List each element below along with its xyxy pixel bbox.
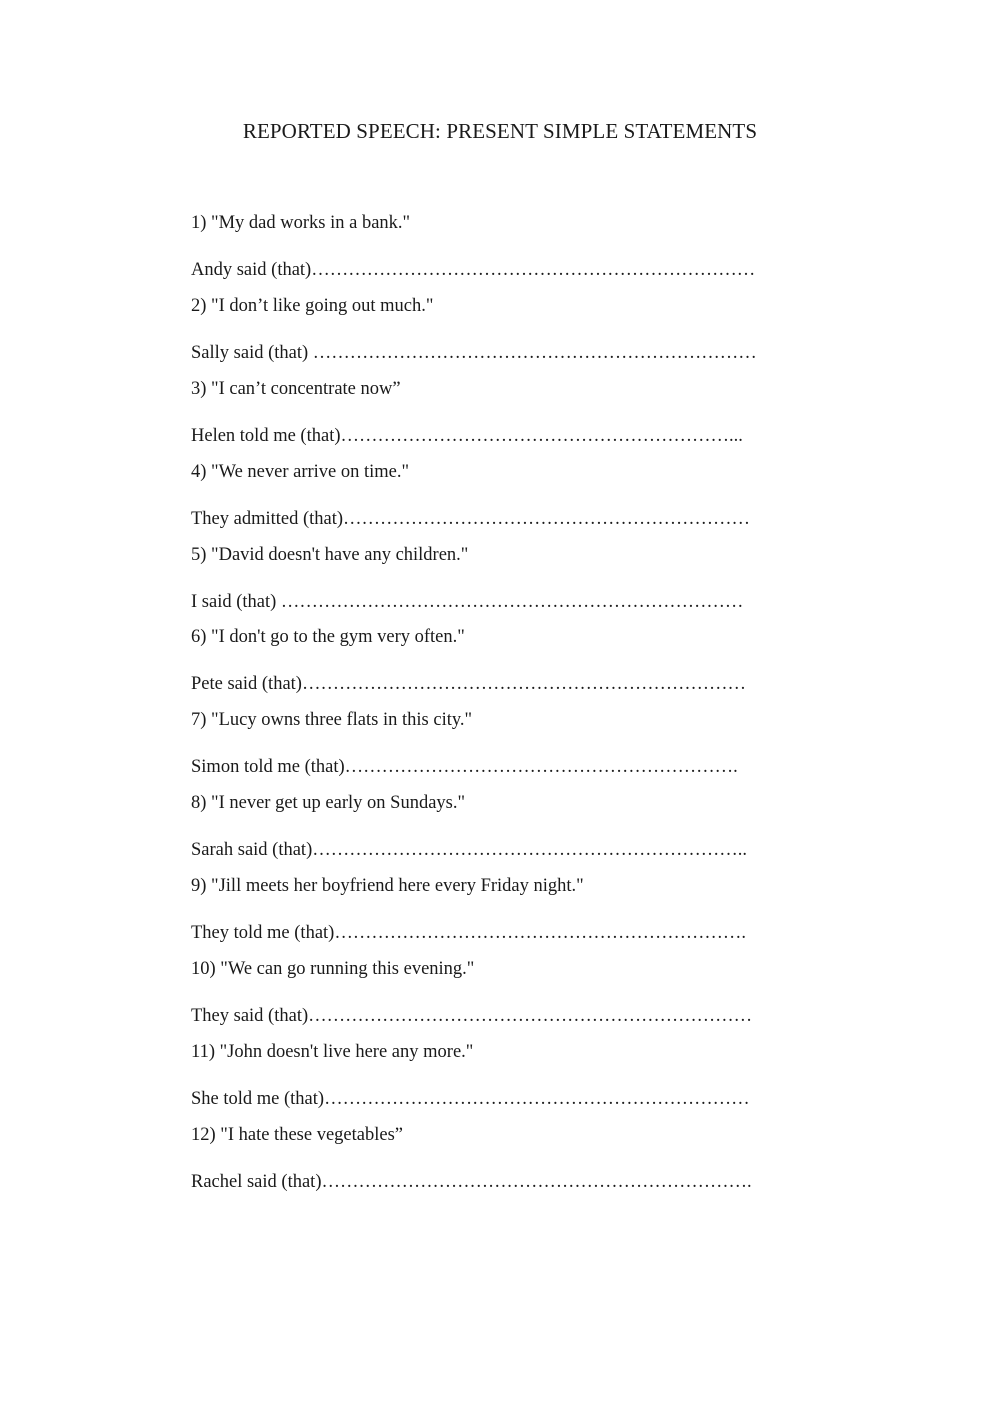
direct-speech-quote: 11) "John doesn't live here any more." [191,1041,474,1062]
reported-speech-answer-line[interactable]: They told me (that)…………………………………………………………. [191,923,746,944]
reported-speech-answer-line[interactable]: Pete said (that)……………………………………………………………… [191,674,746,695]
exercise-item-3 [191,375,831,458]
exercise-item-2 [191,292,831,375]
exercise-item-7 [191,706,831,789]
direct-speech-quote: 8) "I never get up early on Sundays." [191,793,466,814]
exercise-list [191,209,831,1204]
direct-speech-quote: 4) "We never arrive on time." [191,461,410,482]
exercise-item-10 [191,955,831,1038]
reported-speech-answer-line[interactable]: They said (that)……………………………………………………………… [191,1006,753,1027]
reported-speech-answer-line[interactable]: They admitted (that)………………………………………………………… [191,508,751,529]
reported-speech-answer-line[interactable]: Helen told me (that)………………………………………………………... [191,425,743,446]
reported-speech-answer-line[interactable]: Simon told me (that)………………………………………………………. [191,757,738,778]
direct-speech-quote: 1) "My dad works in a bank." [191,213,411,233]
reported-speech-answer-line[interactable]: Sarah said (that)…………………………………………………………….. [191,840,747,861]
reported-speech-answer-line[interactable]: She told me (that)…………………………………………………………… [191,1088,750,1109]
direct-speech-quote: 12) "I hate these vegetables” [191,1124,403,1145]
reported-speech-answer-line[interactable]: Sally said (that) ……………………………………………………………… [191,342,757,363]
direct-speech-quote: 9) "Jill meets her boyfriend here every Friday night." [191,876,584,897]
page-title: REPORTED SPEECH: PRESENT SIMPLE STATEMENTS [242,119,758,143]
exercise-item-5 [191,541,831,624]
direct-speech-quote: 7) "Lucy owns three flats in this city." [191,710,473,731]
exercise-item-4 [191,458,831,541]
direct-speech-quote: 3) "I can’t concentrate now” [191,378,401,399]
direct-speech-quote: 6) "I don't go to the gym very often." [191,627,465,648]
direct-speech-quote: 5) "David doesn't have any children." [191,544,469,565]
exercise-item-11 [191,1038,831,1121]
direct-speech-quote: 10) "We can go running this evening." [191,959,475,980]
reported-speech-answer-line[interactable]: Rachel said (that)……………………………………………………………. [191,1171,752,1192]
exercise-item-1 [191,209,831,292]
exercise-item-12 [191,1121,831,1204]
reported-speech-answer-line[interactable]: I said (that) ………………………………………………………………… [191,591,744,612]
direct-speech-quote: 2) "I don’t like going out much." [191,295,434,316]
exercise-item-6 [191,623,831,706]
exercise-item-9 [191,872,831,955]
exercise-item-8 [191,789,831,872]
reported-speech-answer-line[interactable]: Andy said (that)……………………………………………………………… [191,260,756,280]
